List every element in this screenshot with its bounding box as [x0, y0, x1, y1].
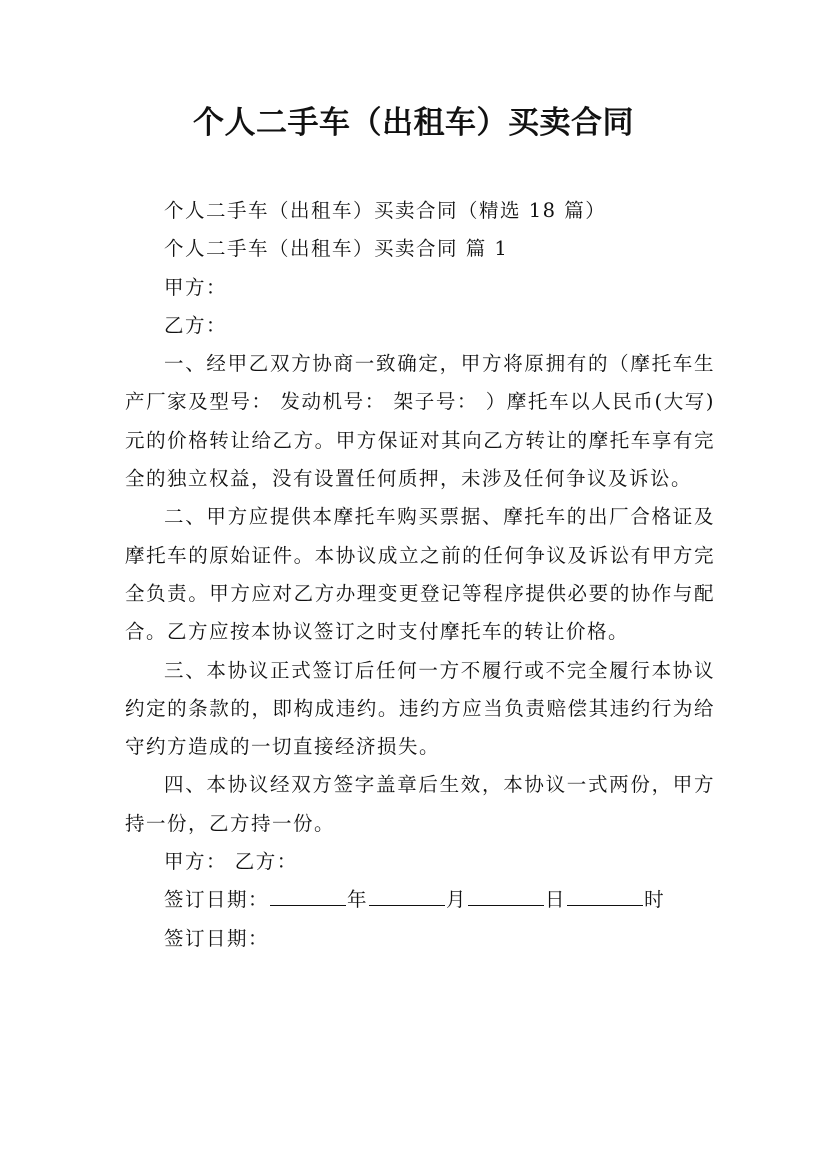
- section-heading: 个人二手车（出租车）买卖合同 篇 1: [164, 237, 509, 261]
- day-blank: [468, 883, 544, 906]
- clause-1: 一、经甲乙双方协商一致确定，甲方将原拥有的（摩托车生产厂家及型号： 发动机号： 架子号： ）摩托车以人民币(大写) 元的价格转让给乙方。甲方保证对其向乙方转让的摩托车享有完全的独立权益，没有设置任何质押，未涉及任何争议及诉讼。: [125, 352, 715, 491]
- hour-unit: 时: [644, 888, 666, 912]
- sign-date-label-second: 签订日期：: [164, 926, 270, 950]
- sign-date-label: 签订日期：: [164, 888, 270, 912]
- party-a-label: 甲方：: [164, 275, 228, 299]
- clause-2: 二、甲方应提供本摩托车购买票据、摩托车的出厂合格证及摩托车的原始证件。本协议成立之前的任何争议及诉讼有甲方完全负责。甲方应对乙方办理变更登记等程序提供必要的协作与配合。乙方应按本协议签订之时支付摩托车的转让价格。: [125, 505, 715, 644]
- month-unit: 月: [446, 888, 468, 912]
- month-blank: [369, 883, 445, 906]
- document-body: [125, 192, 715, 958]
- clause-3: 三、本协议正式签订后任何一方不履行或不完全履行本协议约定的条款的，即构成违约。违约方应当负责赔偿其违约行为给守约方造成的一切直接经济损失。: [125, 658, 715, 759]
- document-title: 个人二手车（出租车）买卖合同: [193, 105, 634, 141]
- party-b-label: 乙方：: [164, 313, 228, 337]
- document-subtitle: 个人二手车（出租车）买卖合同（精选 18 篇）: [164, 199, 607, 222]
- year-blank: [270, 883, 346, 906]
- hour-blank: [567, 883, 643, 906]
- clause-4: 四、本协议经双方签字盖章后生效，本协议一式两份，甲方持一份，乙方持一份。: [125, 773, 715, 835]
- day-unit: 日: [545, 888, 567, 912]
- signature-line: 甲方： 乙方：: [164, 850, 298, 874]
- sign-date-row: [125, 881, 715, 919]
- year-unit: 年: [347, 888, 369, 912]
